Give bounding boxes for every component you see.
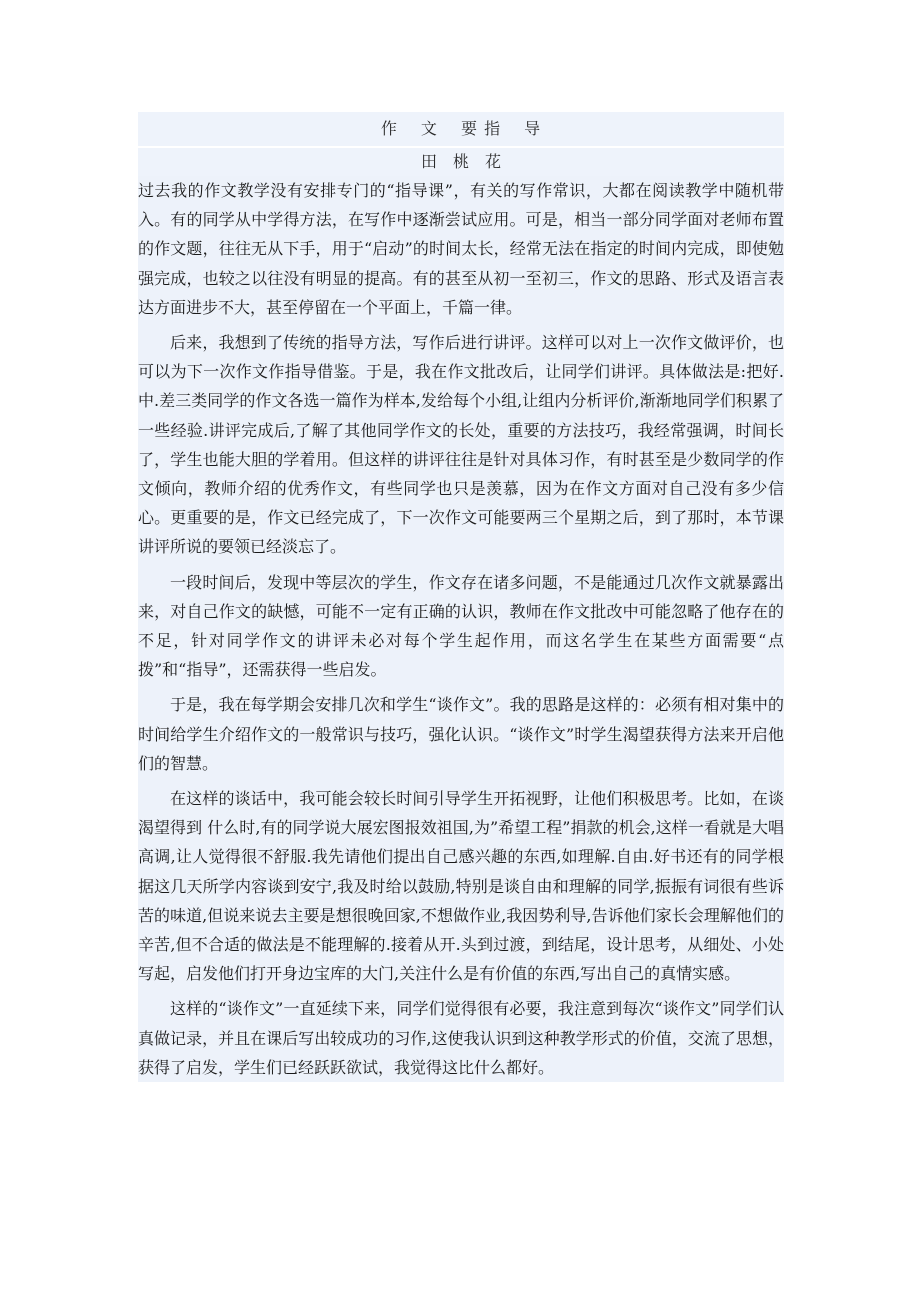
paragraph-1: 过去我的作文教学没有安排专门的“指导课”，有关的写作常识，大都在阅读教学中随机带入。有的同学从中学得方法，在写作中逐渐尝试应用。可是，相当一部分同学面对老师布置的作文题，往往无从下手，用于“启动”的时间太长，经常无法在指定的时间内完成，即使勉强完成，也较之以往没有明显的提高。有的甚至从初一至初三，作文的思路、形式及语言表达方面进步不大，甚至停留在一个平面上，千篇一律。 [138, 181, 784, 317]
document-author: 田 桃 花 [138, 148, 784, 176]
paragraph-2: 后来，我想到了传统的指导方法，写作后进行讲评。这样可以对上一次作文做评价，也可以为下一次作文作指导借鉴。于是，我在作文批改后，让同学们讲评。具体做法是:把好.中.差三类同学的作文各选一篇作为样本,发给每个小组,让组内分析评价,渐渐地同学们积累了一些经验.讲评完成后,了解了其他同学作文的长处，重要的方法技巧，我经常强调，时间长了，学生也能大胆的学着用。但这样的讲评往往是针对具体习作，有时甚至是少数同学的作文倾向，教师介绍的优秀作文，有些同学也只是羡慕，因为在作文方面对自己没有多少信心。更重要的是，作文已经完成了，下一次作文可能要两三个星期之后，到了那时，本节课讲评所说的要领已经淡忘了。 [138, 333, 784, 557]
paragraph-6: 这样的“谈作文”一直延续下来，同学们觉得很有必要，我注意到每次“谈作文”同学们认真做记录，并且在课后写出较成功的习作,这使我认识到这种教学形式的价值，交流了思想，获得了启发，学生们已经跃跃欲试，我觉得这比什么都好。 [138, 999, 784, 1077]
paragraph-4: 于是，我在每学期会安排几次和学生“谈作文”。我的思路是这样的：必须有相对集中的时间给学生介绍作文的一般常识与技巧，强化认识。“谈作文”时学生渴望获得方法来开启他们的智慧。 [138, 695, 784, 773]
document-page [138, 112, 784, 1082]
document-body [138, 176, 784, 1082]
paragraph-3: 一段时间后，发现中等层次的学生，作文存在诸多问题，不是能通过几次作文就暴露出来，对自己作文的缺憾，可能不一定有正确的认识，教师在作文批改中可能忽略了他存在的不足，针对同学作文的讲评未必对每个学生起作用，而这名学生在某些方面需要“点拨”和“指导”，还需获得一些启发。 [138, 572, 784, 680]
paragraph-5: 在这样的谈话中，我可能会较长时间引导学生开拓视野，让他们积极思考。比如，在谈渴望得到 什么时,有的同学说大展宏图报效祖国,为”希望工程”捐款的机会,这样一看就是大唱高调,让人觉得很不舒服.我先请他们提出自己感兴趣的东西,如理解.自由.好书还有的同学根据这几天所学内容谈到安宁,我及时给以鼓励,特别是谈自由和理解的同学,振振有词很有些诉苦的味道,但说来说去主要是想很晚回家,不想做作业,我因势利导,告诉他们家长会理解他们的辛苦,但不合适的做法是不能理解的.接着从开.头到过渡，到结尾，设计思考，从细处、小处写起，启发他们打开身边宝库的大门,关注什么是有价值的东西,写出自己的真情实感。 [138, 789, 784, 984]
document-title: 作 文 要 指 导 [138, 112, 784, 146]
